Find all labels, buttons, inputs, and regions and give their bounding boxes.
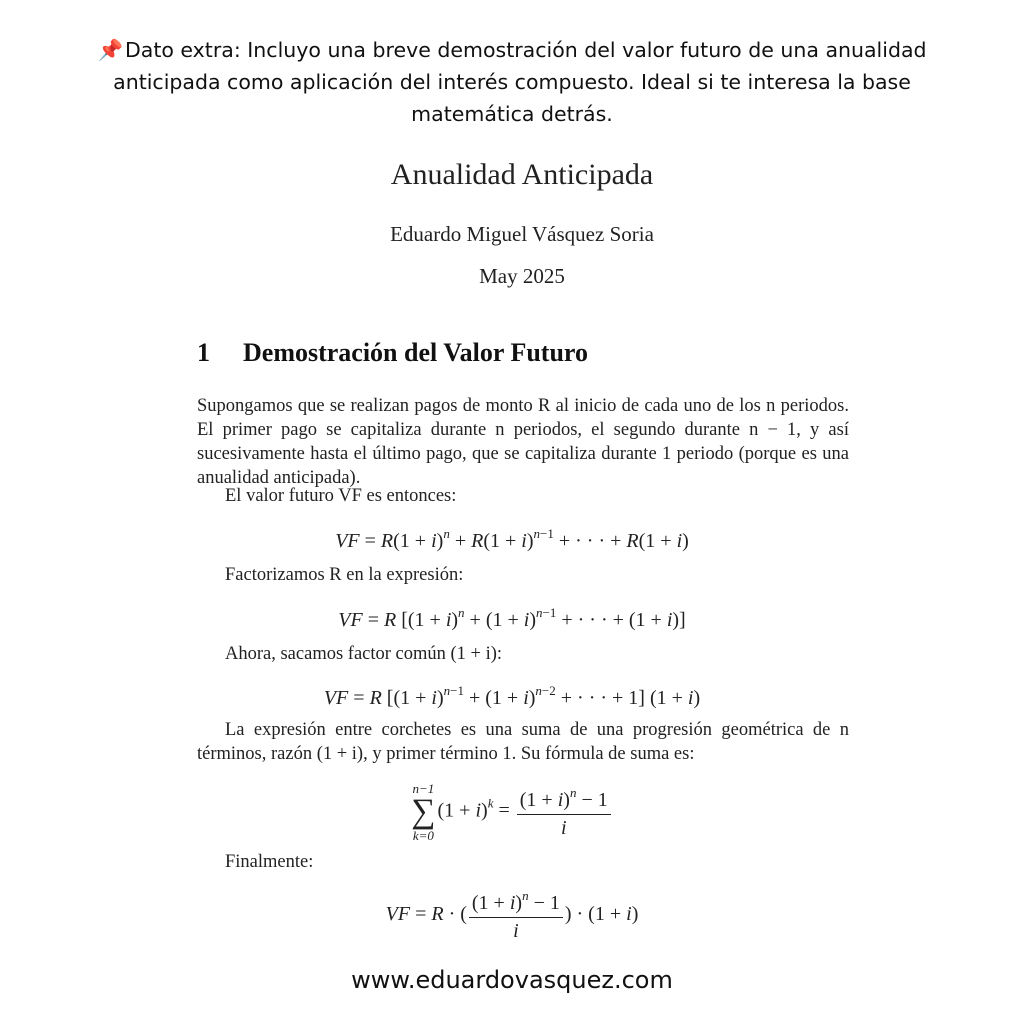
fraction: $\frac{(1 + i)^n - 1}{i}$ [517,785,611,840]
footer-url: www.eduardovasquez.com [351,966,673,994]
document-title: Anualidad Anticipada [390,158,654,191]
paragraph-3: Factorizamos R en la expresión: [225,565,464,585]
section-title: Demostración del Valor Futuro [243,338,588,367]
fraction: $\frac{(1 + i)^n - 1}{i}$ [469,888,563,943]
paragraph-1: Supongamos que se realizan pagos de monto R al inicio de cada uno de los n periodos. El primer pago se capitaliza durante n periodos, el segundo durante n − 1, y así sucesivamente hasta el último pago, que se capitaliza durante 1 periodo (porque es una anualidad anticipada). [197,396,849,488]
equation-4: n−1 ∑ k=0 $(1 + i)^k$ = $\frac{(1 + i)^n - 1}{i}$ [0,782,1024,842]
pushpin-icon: 📌 [97,38,123,62]
paragraph-2: El valor futuro VF es entonces: [225,486,457,506]
section-heading [197,338,588,368]
paragraph-6: Finalmente: [225,852,314,872]
equation-2: VF = R [$(1 + i)^n + (1 + i)^{n-1}$ + · · · + (1 + i)] [338,605,686,631]
document-author: Eduardo Miguel Vásquez Soria [390,222,654,246]
section-number: 1 [197,338,210,367]
equation-5: VF = R · ( $\frac{(1 + i)^n - 1}{i}$ ) · (1 + i) [385,888,639,942]
summation-symbol: n−1 ∑ k=0 [411,781,436,843]
intro-text: Dato extra: Incluyo una breve demostración del valor futuro de una anualidad anticipada como aplicación del interés compuesto. Ideal si te interesa la base matemática detrás. [113,38,927,126]
paragraph-5: La expresión entre corchetes es una suma de una progresión geométrica de n términos, razón (1 + i), y primer término 1. Su fórmula de suma es: [197,720,849,764]
equation-3: VF = R [$(1 + i)^{n-1} + (1 + i)^{n-2}$ + · · · + 1] (1 + i) [323,683,701,709]
document-date: May 2025 [479,264,565,288]
paragraph-4: Ahora, sacamos factor común (1 + i): [225,644,503,664]
equation-1: VF = $R(1 + i)^n + R(1 + i)^{n-1}$ + · · · + R(1 + i) [335,526,689,552]
